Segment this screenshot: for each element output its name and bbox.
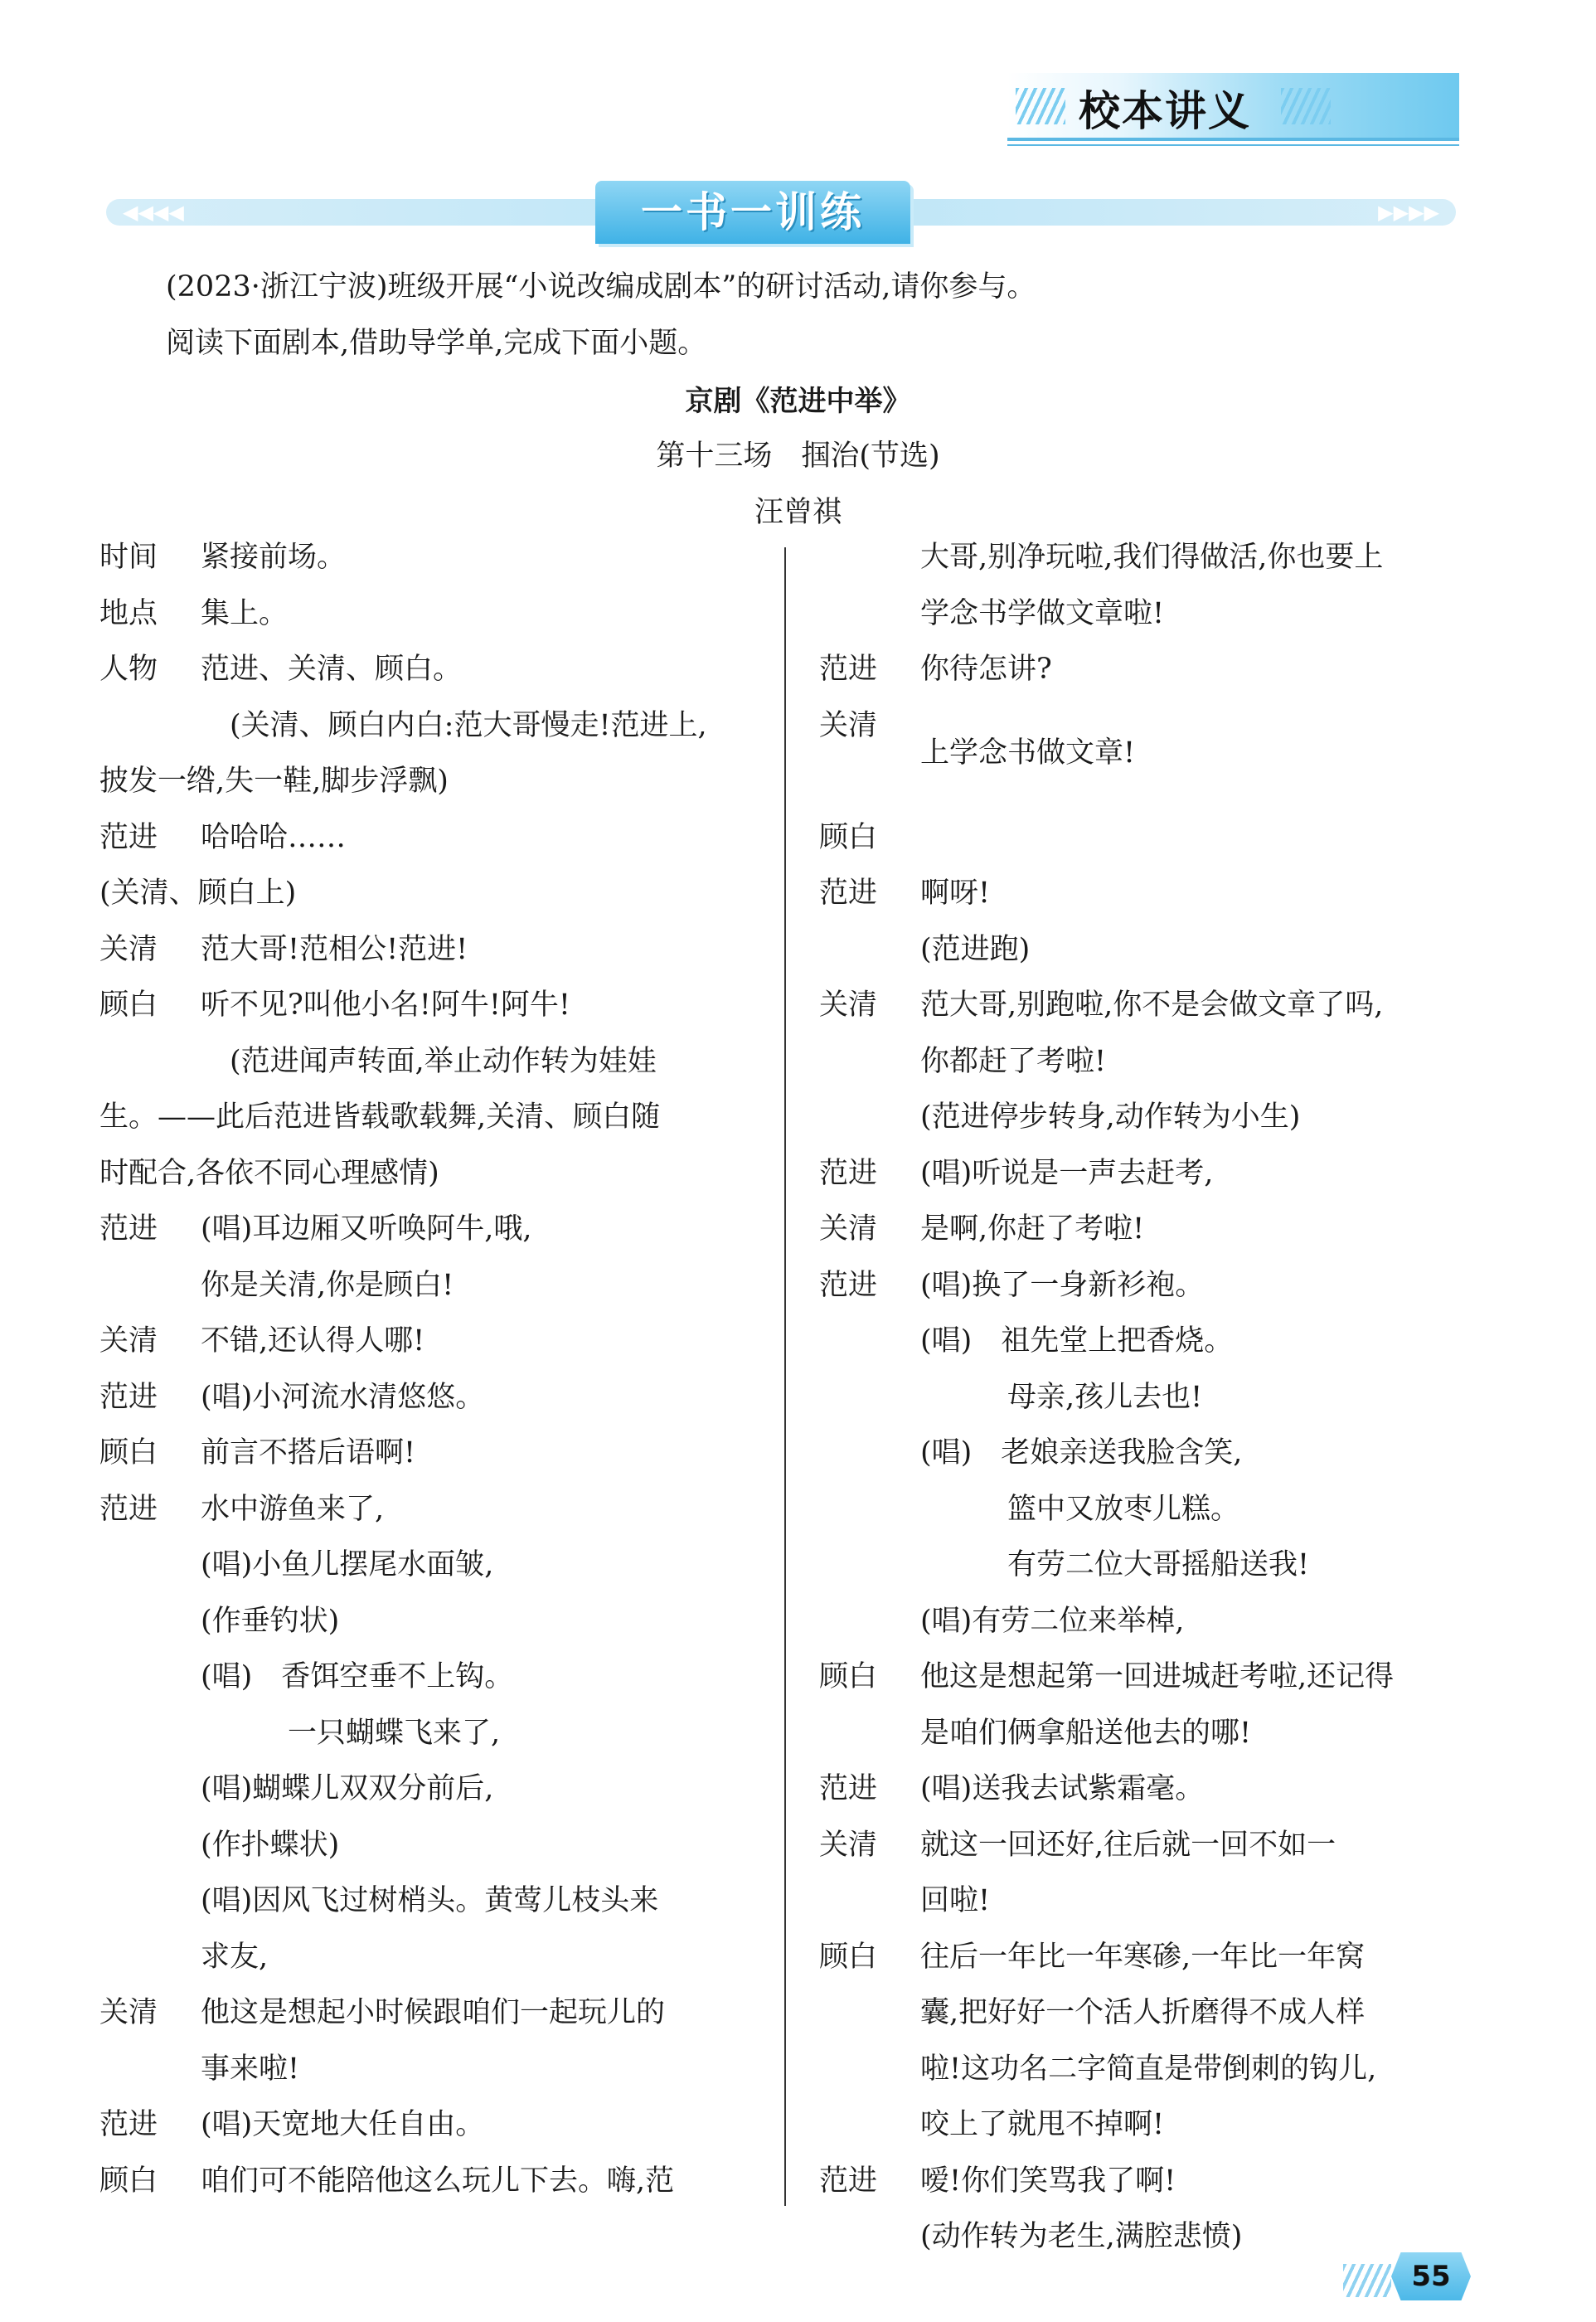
speaker-label: 关清	[99, 1324, 158, 1358]
script-line: 求友,	[201, 1940, 269, 1974]
script-line: (唱)天宽地大任自由。	[201, 2108, 485, 2141]
intro-line-1: (2023·浙江宁波)班级开展“小说改编成剧本”的研讨活动,请你参与。	[166, 270, 1036, 304]
script-line: (唱)耳边厢又听唤阿牛,哦,	[201, 1212, 532, 1246]
script-line: 篮中又放枣儿糕。	[920, 1492, 1240, 1526]
script-line: 学念书学做文章啦!	[920, 596, 1165, 630]
script-line: (唱)有劳二位来举棹,	[920, 1604, 1185, 1638]
script-line: 他这是想起第一回进城赶考啦,还记得	[920, 1660, 1395, 1693]
script-line: 披发一绺,失一鞋,脚步浮飘)	[99, 765, 449, 798]
speaker-label: 关清	[99, 932, 158, 966]
speaker-label: 关清	[819, 1828, 878, 1862]
section-banner	[106, 181, 1456, 244]
left-arrows-icon: ◀◀◀◀	[123, 201, 184, 224]
speaker-label: 关清	[819, 1212, 878, 1246]
speaker-label: 顾白	[819, 1660, 878, 1693]
script-line: 他这是想起小时候跟咱们一起玩儿的	[201, 1996, 666, 2029]
script-line: (唱)换了一身新衫袍。	[920, 1268, 1205, 1302]
script-line: (动作转为老生,满腔悲愤)	[920, 2220, 1243, 2253]
stripe-decoration	[1281, 88, 1331, 124]
script-line: 就这一回还好,往后就一回不如一	[920, 1828, 1336, 1862]
speaker-label: 关清	[99, 1996, 158, 2029]
script-line: 有劳二位大哥摇船送我!	[920, 1548, 1310, 1581]
script-line: (唱)因风飞过树梢头。黄莺儿枝头来	[201, 1884, 659, 1917]
speaker-label: 顾白	[819, 1940, 878, 1974]
header-badge	[1007, 73, 1459, 146]
script-line: (唱)小河流水清悠悠。	[201, 1380, 485, 1414]
script-line: 是啊,你赶了考啦!	[920, 1212, 1145, 1246]
script-line: 范大哥,别跑啦,你不是会做文章了吗,	[920, 989, 1384, 1022]
script-line: (唱) 老娘亲送我脸含笑,	[920, 1436, 1243, 1469]
script-line: 上学念书做文章!	[920, 736, 1136, 770]
speaker-label: 关清	[819, 989, 878, 1022]
header-title: 校本讲义	[1079, 87, 1251, 135]
script-line: 前言不搭后语啊!	[201, 1436, 416, 1469]
intro-line-2: 阅读下面剧本,借助导学单,完成下面小题。	[166, 327, 707, 360]
script-line: (作垂钓状)	[201, 1604, 340, 1638]
script-line: 囊,把好好一个活人折磨得不成人样	[920, 1996, 1366, 2029]
script-line: 是咱们俩拿船送他去的哪!	[920, 1716, 1252, 1750]
speaker-label: 范进	[819, 2164, 878, 2198]
script-line: 往后一年比一年寒碜,一年比一年窝	[920, 1940, 1366, 1974]
page-number: 55	[1411, 2260, 1451, 2293]
script-line: 一只蝴蝶飞来了,	[201, 1716, 501, 1750]
speaker-label: 地点	[99, 596, 158, 630]
script-line: 紧接前场。	[201, 541, 347, 574]
speaker-label: 范进	[99, 820, 158, 854]
script-line: 范进、关清、顾白。	[201, 653, 463, 686]
speaker-label: 范进	[99, 1492, 158, 1526]
right-arrows-icon: ▶▶▶▶	[1378, 201, 1439, 224]
speaker-label: 顾白	[99, 989, 158, 1022]
script-line: 范大哥!范相公!范进!	[201, 932, 468, 966]
script-line: 你都赶了考啦!	[920, 1044, 1107, 1078]
script-line: 大哥,别净玩啦,我们得做活,你也要上	[920, 541, 1384, 574]
speaker-label: 人物	[99, 653, 158, 686]
script-line: 母亲,孩儿去也!	[920, 1380, 1203, 1414]
script-line: 时配合,各依不同心理感情)	[99, 1156, 439, 1190]
script-line: (范进跑)	[920, 932, 1031, 966]
play-title: 京剧《范进中举》	[685, 385, 911, 418]
script-line: 听不见?叫他小名!阿牛!阿牛!	[201, 989, 570, 1022]
speaker-label: 范进	[819, 653, 878, 686]
script-line: 哈哈哈……	[201, 820, 347, 854]
speaker-label: 范进	[99, 1380, 158, 1414]
script-line: (关清、顾白内白:范大哥慢走!范进上,	[201, 708, 707, 742]
script-line: (作扑蝶状)	[201, 1828, 340, 1862]
script-line: (范进闻声转面,举止动作转为娃娃	[201, 1044, 657, 1078]
script-line: 不错,还认得人哪!	[201, 1324, 425, 1358]
script-line: (范进停步转身,动作转为小生)	[920, 1100, 1301, 1134]
column-divider	[784, 547, 786, 2206]
speaker-label: 范进	[819, 1772, 878, 1805]
script-line: 回啦!	[920, 1884, 991, 1917]
script-line: 嗳!你们笑骂我了啊!	[920, 2164, 1176, 2198]
script-line: 集上。	[201, 596, 289, 630]
speaker-label: 范进	[819, 1156, 878, 1190]
speaker-label: 顾白	[99, 1436, 158, 1469]
stripe-decoration	[1016, 88, 1065, 124]
script-line: (唱) 香饵空垂不上钩。	[201, 1660, 514, 1693]
script-line: 啦!这功名二字简直是带倒刺的钩儿,	[920, 2052, 1377, 2086]
speaker-label: 范进	[99, 2108, 158, 2141]
speaker-label: 范进	[819, 877, 878, 910]
script-line: (唱)送我去试紫霜毫。	[920, 1772, 1205, 1805]
author: 汪曾祺	[754, 496, 842, 529]
script-line: (唱)听说是一声去赶考,	[920, 1156, 1214, 1190]
speaker-label: 时间	[99, 541, 158, 574]
speaker-label: 范进	[99, 1212, 158, 1246]
script-line: 事来啦!	[201, 2052, 300, 2086]
script-line: 你是关清,你是顾白!	[201, 1268, 454, 1302]
speaker-label: 关清	[819, 708, 878, 742]
scene-title: 第十三场 掴治(节选)	[656, 440, 940, 473]
script-line: 生。——此后范进皆载歌载舞,关清、顾白随	[99, 1100, 661, 1134]
script-line: (唱) 祖先堂上把香烧。	[920, 1324, 1234, 1358]
speaker-label: 顾白	[99, 2164, 158, 2198]
script-line: (唱)蝴蝶儿双双分前后,	[201, 1772, 494, 1805]
script-line: (关清、顾白上)	[99, 877, 297, 910]
page-number-badge	[1343, 2252, 1474, 2302]
script-line: 咬上了就甩不掉啊!	[920, 2108, 1165, 2141]
script-line: 你待怎讲?	[920, 653, 1052, 686]
script-line: 咱们可不能陪他这么玩儿下去。嗨,范	[201, 2164, 675, 2198]
speaker-label: 顾白	[819, 820, 878, 854]
speaker-label: 范进	[819, 1268, 878, 1302]
script-line: 水中游鱼来了,	[201, 1492, 385, 1526]
banner-title: 一书一训练	[641, 188, 865, 236]
script-line: 啊呀!	[920, 877, 991, 910]
script-line: (唱)小鱼儿摆尾水面皱,	[201, 1548, 494, 1581]
